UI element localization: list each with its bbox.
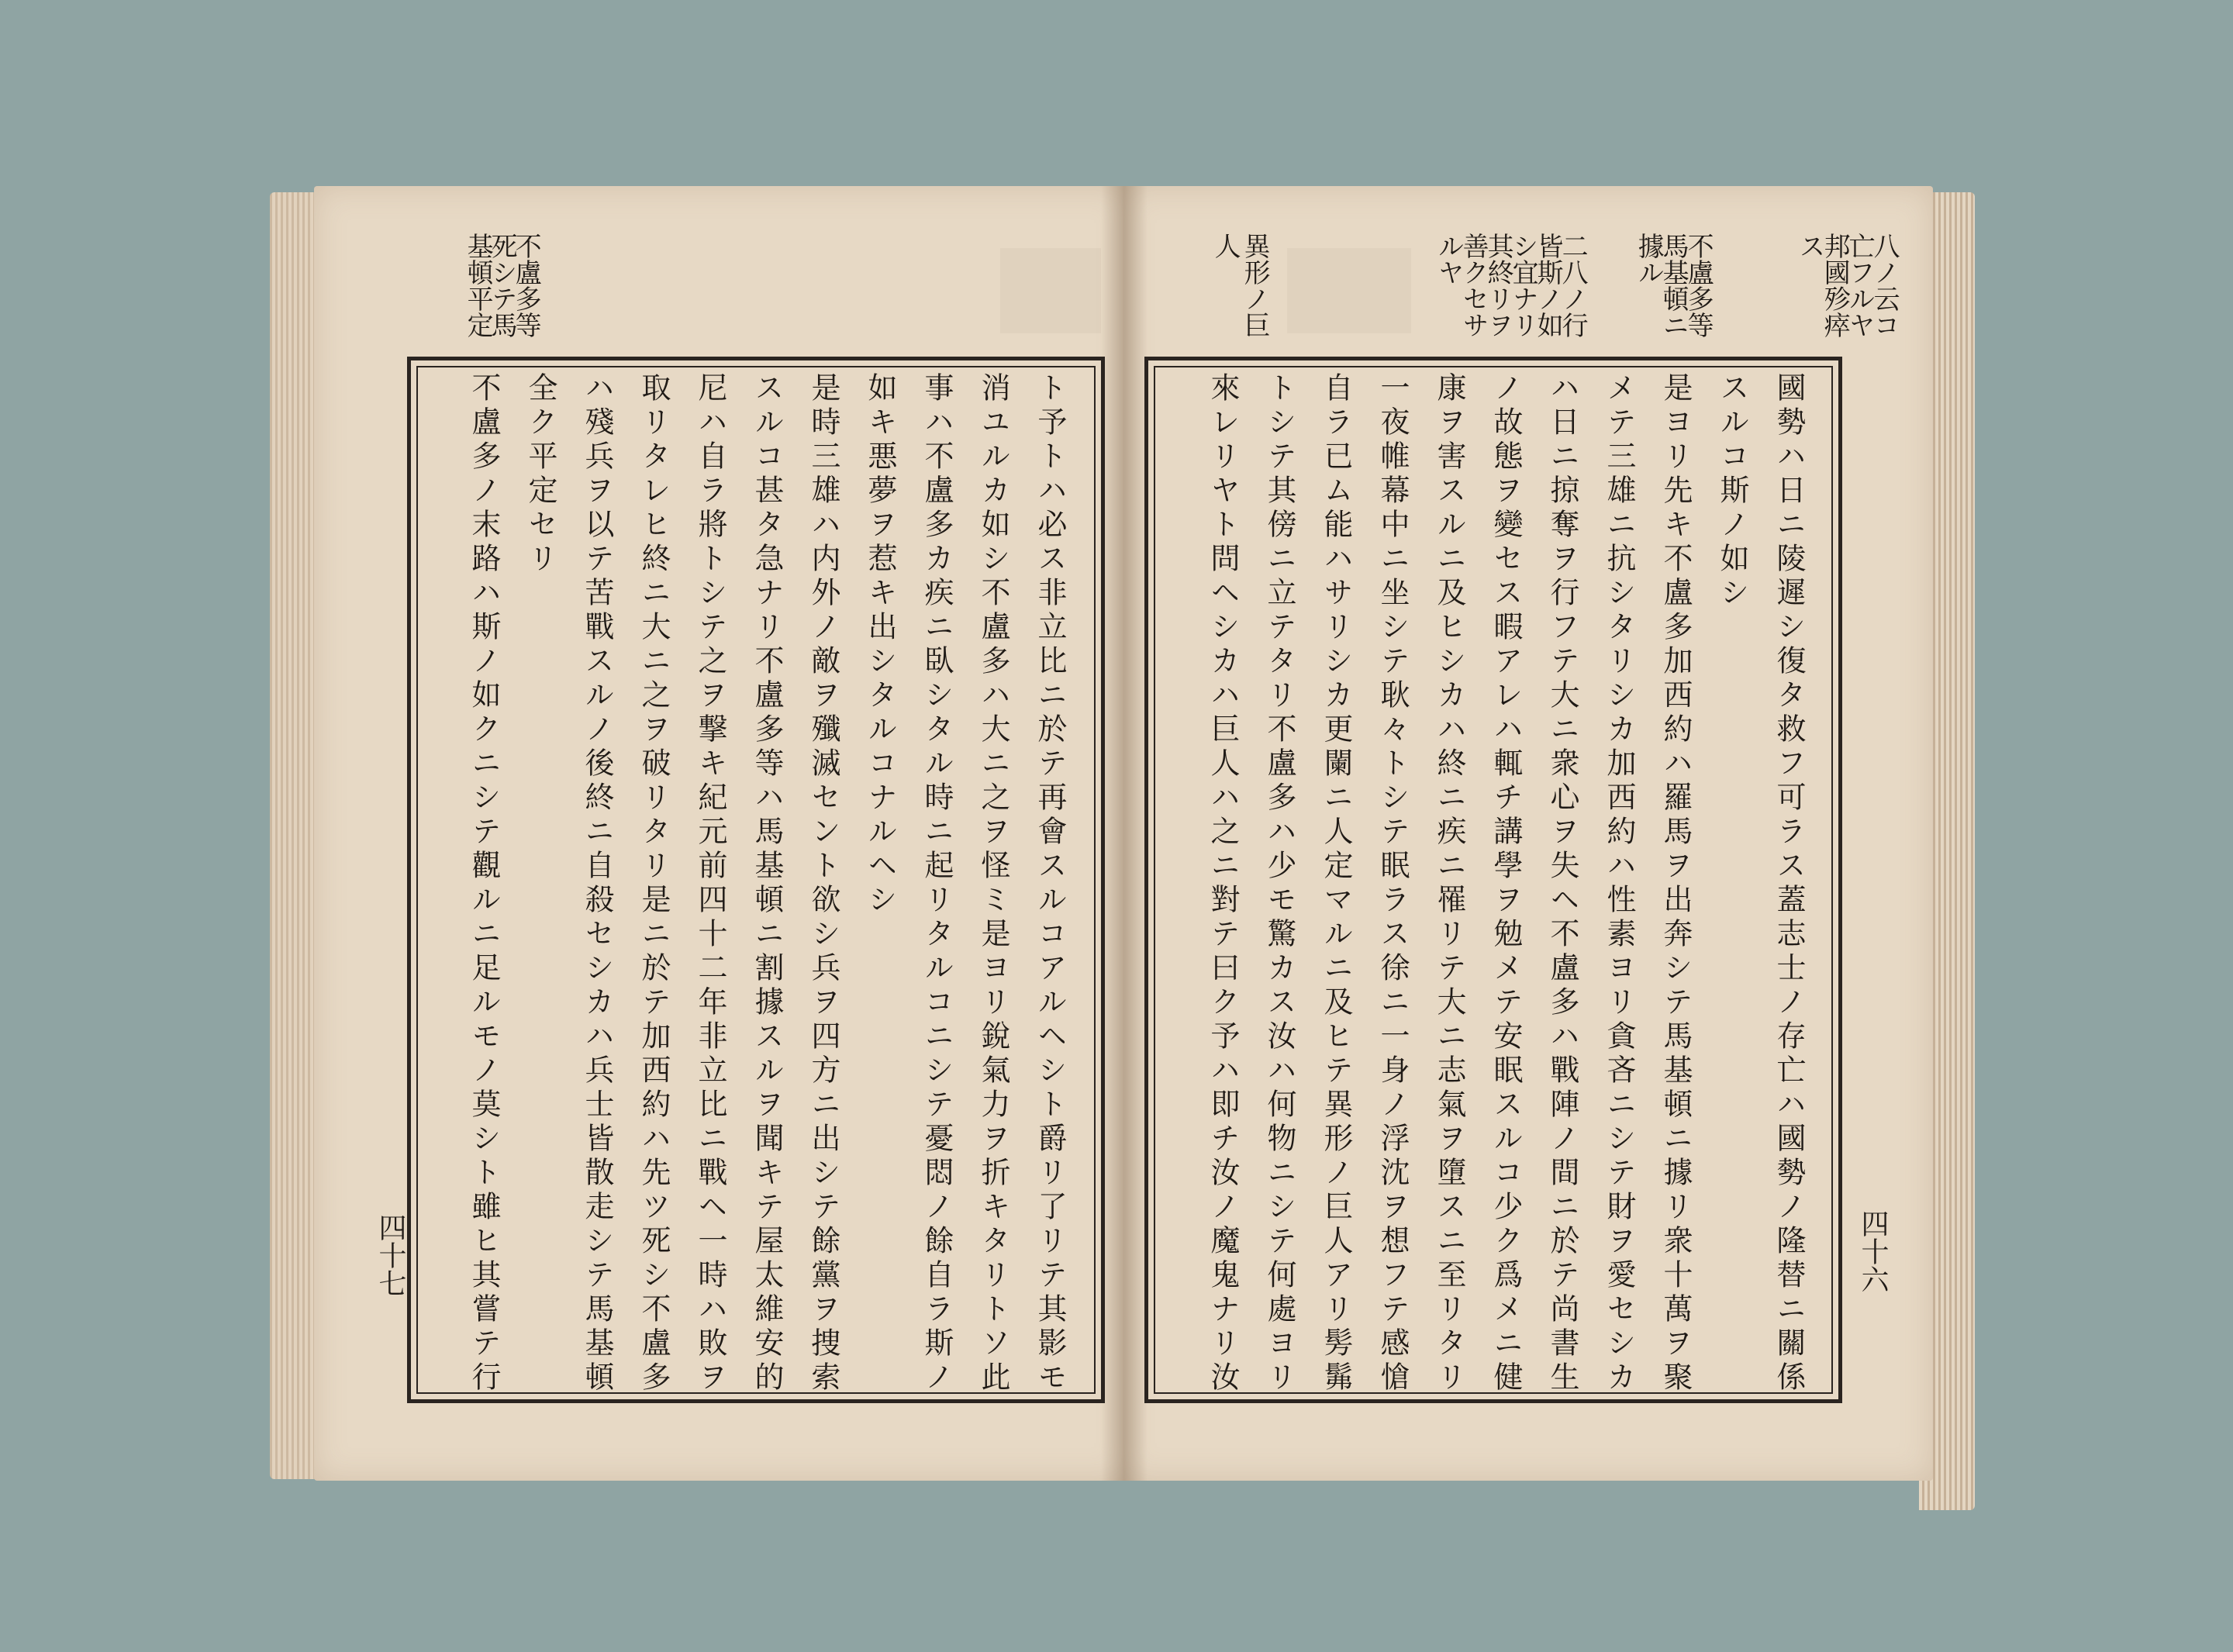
right-header-line: 邦國殄瘁 xyxy=(1819,233,1851,338)
right-body-column: メテ三雄ニ抗シタリシカ加西約ハ性素ヨリ貪吝ニシテ財ヲ愛セシカ xyxy=(1602,372,1636,1395)
left-header-line: 死シテ馬 xyxy=(486,233,518,338)
right-body-column: 自ラ已ム能ハサリシカ更闌ニ人定マルニ及ヒテ異形ノ巨人アリ髣髴 xyxy=(1319,372,1353,1395)
right-header-line: 善クセサ xyxy=(1458,233,1489,338)
left-body-column: 不盧多ノ末路ハ斯ノ如クニシテ觀ルニ足ルモノ莫シト雖ヒ其嘗テ行 xyxy=(467,372,501,1395)
left-body-column: 如キ悪夢ヲ惹キ出シタルコナルヘシ xyxy=(863,372,897,918)
left-body-column: ト予トハ必ス非立比ニ於テ再會スルコアルヘシト爵リ了リテ其影モ xyxy=(1033,372,1067,1395)
right-body-column: 國勢ハ日ニ陵遲シ復タ救フ可ラス蓋志士ノ存亡ハ國勢ノ隆替ニ關係 xyxy=(1772,372,1806,1395)
right-header-line: ルヤ xyxy=(1433,233,1465,285)
right-header-line: 人 xyxy=(1210,233,1241,259)
right-body-column: 是ヨリ先キ不盧多加西約ハ羅馬ヲ出奔シテ馬基頓ニ據リ衆十萬ヲ聚 xyxy=(1658,372,1693,1395)
left-body-column: 尼ハ自ラ將トシテ之ヲ撃キ紀元前四十二年非立比ニ戰ヘ一時ハ敗ヲ xyxy=(693,372,727,1395)
left-page-number: 四十七 xyxy=(374,1213,406,1297)
right-header-line: 不盧多等 xyxy=(1683,233,1714,338)
show-through-marks xyxy=(1000,248,1101,333)
right-body-column: ハ日ニ掠奪ヲ行フテ大ニ衆心ヲ失ヘ不盧多ハ戰陣ノ間ニ於テ尚書生 xyxy=(1545,372,1579,1395)
left-body-column: スルコ甚タ急ナリ不盧多等ハ馬基頓ニ割據スルヲ聞キテ屋太維安的 xyxy=(750,372,784,1395)
book-gutter xyxy=(1101,186,1148,1481)
left-header-line: 基頓平定 xyxy=(462,233,494,338)
right-body-column: 康ヲ害スルニ及ヒシカハ終ニ疾ニ罹リテ大ニ志氣ヲ墮スニ至リタリ xyxy=(1432,372,1466,1395)
right-body-column: ノ故態ヲ變セス暇アレハ輒チ講學ヲ勉メテ安眠スルコ少ク爲メニ健 xyxy=(1489,372,1523,1395)
right-body-column: 一夜帷幕中ニ坐シテ耿々トシテ眠ラス徐ニ一身ノ浮沈ヲ想フテ感愴 xyxy=(1375,372,1410,1395)
page-edges-left xyxy=(270,192,318,1479)
right-header-line: 皆斯ノ如 xyxy=(1532,233,1564,338)
right-header-line: シ宜ナリ xyxy=(1507,233,1539,338)
right-header-line: 異形ノ巨 xyxy=(1239,233,1271,338)
right-page-number: 四十六 xyxy=(1857,1209,1889,1293)
right-body-column: スルコ斯ノ如シ xyxy=(1715,372,1749,611)
right-header-line: 亡フルヤ xyxy=(1844,233,1876,338)
right-header-line: 二八ノ行 xyxy=(1557,233,1589,338)
left-body-column: 取リタレヒ終ニ大ニ之ヲ破リタリ是ニ於テ加西約ハ先ツ死シ不盧多 xyxy=(637,372,671,1395)
right-header-line: 據ル xyxy=(1633,233,1665,285)
right-header-line: 其終リヲ xyxy=(1482,233,1514,338)
right-header-line: 八ノ云コ xyxy=(1869,233,1900,338)
left-body-column: ハ殘兵ヲ以テ苦戰スルノ後終ニ自殺セシカハ兵士皆散走シテ馬基頓 xyxy=(580,372,614,1395)
left-body-column: 全ク平定セリ xyxy=(523,372,557,577)
left-header-line: 不盧多等 xyxy=(510,233,542,338)
right-header-line: 馬基頓ニ xyxy=(1658,233,1689,338)
show-through-marks xyxy=(1287,248,1411,333)
left-body-column: 消ユルカ如シ不盧多ハ大ニ之ヲ怪ミ是ヨリ銳氣力ヲ折キタリトソ此 xyxy=(976,372,1010,1395)
right-body-column: トシテ其傍ニ立テタリ不盧多ハ少モ驚カス汝ハ何物ニシテ何處ヨリ xyxy=(1262,372,1296,1395)
right-header-line: ス xyxy=(1794,233,1826,259)
right-body-column: 來レリヤト問ヘシカハ巨人ハ之ニ對テ曰ク予ハ即チ汝ノ魔鬼ナリ汝 xyxy=(1206,372,1240,1395)
left-body-column: 是時三雄ハ内外ノ敵ヲ殲滅セント欲シ兵ヲ四方ニ出シテ餘黨ヲ捜索 xyxy=(806,372,840,1395)
left-body-column: 事ハ不盧多カ疾ニ臥シタル時ニ起リタルコニシテ憂悶ノ餘自ラ斯ノ xyxy=(920,372,954,1395)
